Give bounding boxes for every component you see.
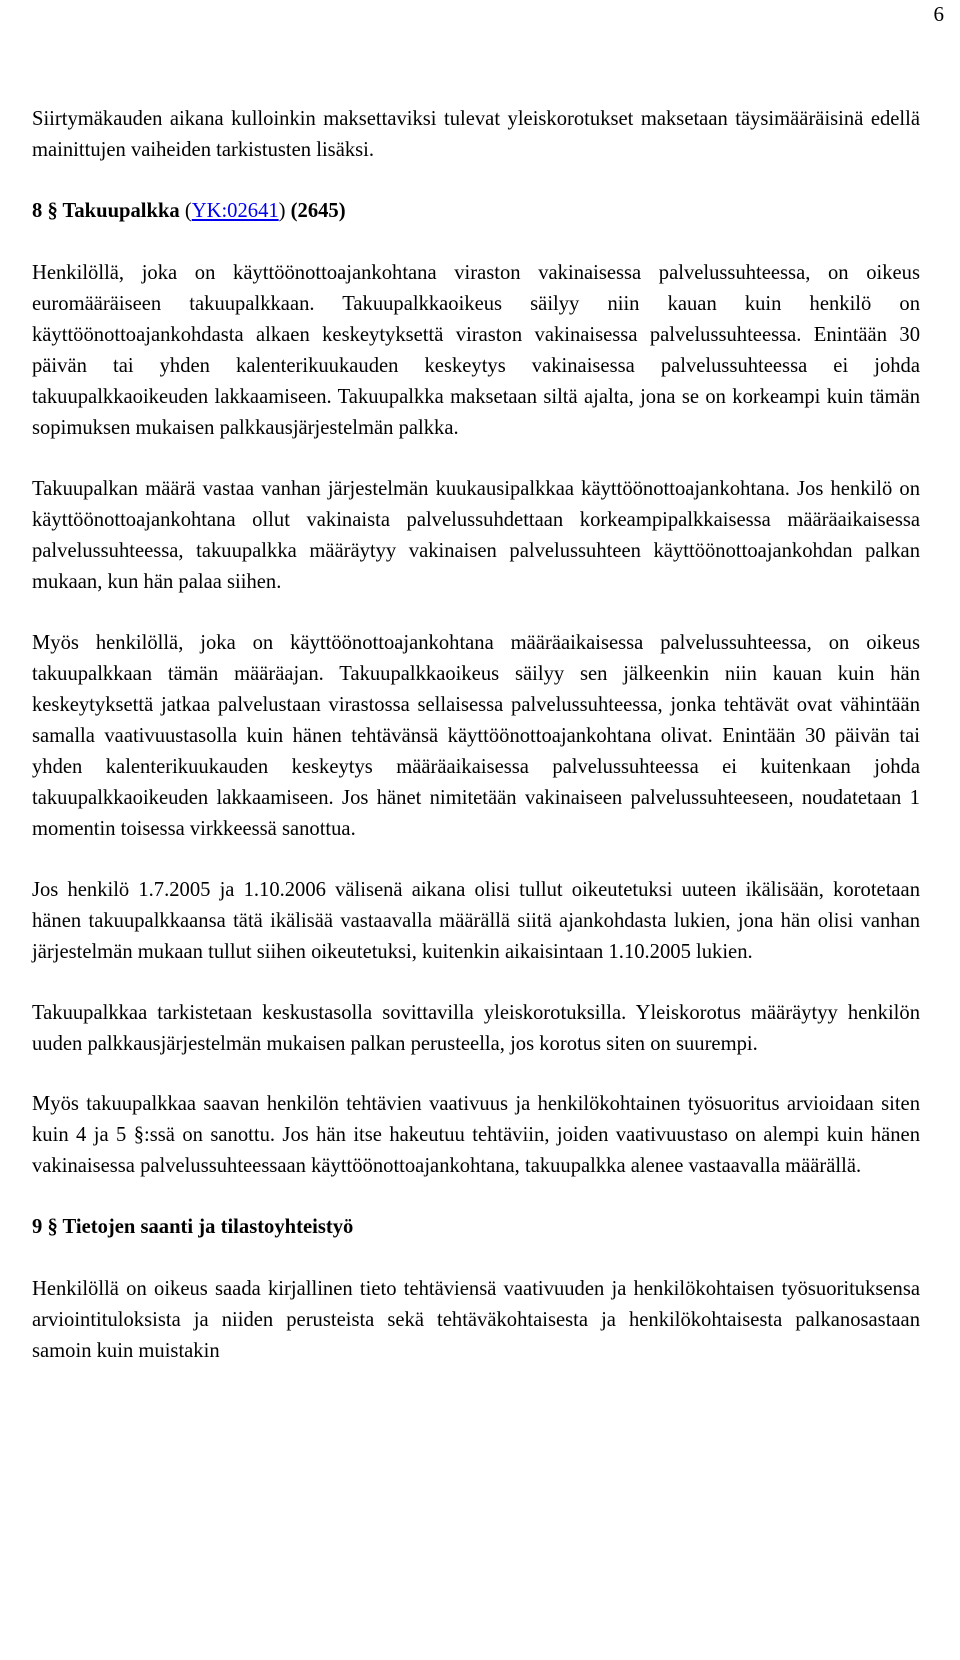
section-9-heading (32, 1212, 920, 1243)
section-8-open-paren: ( (179, 199, 192, 222)
intro-paragraph: Siirtymäkauden aikana kulloinkin maksettaviksi tulevat yleiskorotukset maksetaan täysimääräisinä edellä mainittujen vaiheiden tarkistusten lisäksi. (32, 108, 920, 162)
document-body (32, 104, 920, 1367)
section-8-paragraph-1: Henkilöllä, joka on käyttöönottoajankohtana viraston vakinaisessa palvelussuhteessa, on oikeus euromääräiseen takuupalkkaan. Takuupalkkaoikeus säilyy niin kauan kuin henkilö on käyttöönottoajankohdasta alkaen keskeytyksettä viraston vakinaisessa palvelussuhteessa. Enintään 30 päivän tai yhden kalenterikuukauden keskeytys vakinaisessa palvelussuhteessa ei johda takuupalkkaoikeuden lakkaamiseen. Takuupalkka maksetaan siltä ajalta, jona se on korkeampi kuin tämän sopimuksen mukaisen palkkausjärjestelmän palkka. (32, 261, 920, 440)
section-8-code: (2645) (285, 199, 346, 222)
section-9-paragraph-1: Henkilöllä on oikeus saada kirjallinen tieto tehtäviensä vaativuuden ja henkilökohtaisen työsuorituksensa arviointituloksista ja niiden perusteista sekä tehtäväkohtaisesta ja henkilökohtaisesta palkanosastaan samoin kuin muistakin (32, 1278, 920, 1363)
section-8-paragraph-2: Takuupalkan määrä vastaa vanhan järjestelmän kuukausipalkkaa käyttöönottoajankohtana. Jos henkilö on käyttöönottoajankohtana ollut vakinaista palvelussuhdettaan korkeampipalkkaisessa määräaikaisessa palvelussuhteessa, takuupalkka määräytyy vakinaisen palvelussuhteen käyttöönottoajankohdan palkan mukaan, kun hän palaa siihen. (32, 477, 920, 594)
section-8-close-paren: ) (278, 199, 286, 222)
section-9-title: 9 § Tietojen saanti ja tilastoyhteistyö (32, 1216, 354, 1239)
section-8-heading (32, 196, 920, 227)
section-8-paragraph-4: Jos henkilö 1.7.2005 ja 1.10.2006 välisenä aikana olisi tullut oikeutetuksi uuteen ikälisään, korotetaan hänen takuupalkkaansa tätä ikälisää vastaavalla määrällä siitä ajankohdasta lukien, jona hän olisi vanhan järjestelmän mukaan tullut siihen oikeutetuksi, kuitenkin aikaisintaan 1.10.2005 lukien. (32, 878, 920, 963)
section-8-reference-link[interactable]: YK:02641 (191, 199, 279, 222)
section-8-paragraph-5: Takuupalkkaa tarkistetaan keskustasolla sovittavilla yleiskorotuksilla. Yleiskorotus määräytyy henkilön uuden palkkausjärjestelmän mukaisen palkan perusteella, jos korotus siten on suurempi. (32, 1001, 920, 1055)
section-8-paragraph-3: Myös henkilöllä, joka on käyttöönottoajankohtana määräaikaisessa palvelussuhteessa, on oikeus takuupalkkaan tämän määräajan. Takuupalkkaoikeus säilyy sen jälkeenkin niin kauan kuin hän keskeytyksettä jatkaa palvelustaan virastossa sellaisessa palvelussuhteessa, jonka tehtävät ovat vähintään samalla vaativuustasolla kuin hänen tehtävänsä käyttöönottoajankohtana olivat. Enintään 30 päivän tai yhden kalenterikuukauden keskeytys määräaikaisessa palvelussuhteessa ei kuitenkaan johda takuupalkkaoikeuden lakkaamiseen. Jos hänet nimitetään vakinaiseen palvelussuhteeseen, noudatetaan 1 momentin toisessa virkkeessä sanottua. (32, 631, 920, 841)
section-8-title: 8 § Takuupalkka (32, 199, 180, 222)
page-number: 6 (933, 2, 944, 26)
section-8-paragraph-6: Myös takuupalkkaa saavan henkilön tehtävien vaativuus ja henkilökohtainen työsuoritus arvioidaan siten kuin 4 ja 5 §:ssä on sanottu. Jos hän itse hakeutuu tehtäviin, joiden vaativuustaso on alempi kuin hänen vakinaisessa palvelussuhteessaan käyttöönottoajankohtana, takuupalkka alenee vastaavalla määrällä. (32, 1093, 920, 1178)
